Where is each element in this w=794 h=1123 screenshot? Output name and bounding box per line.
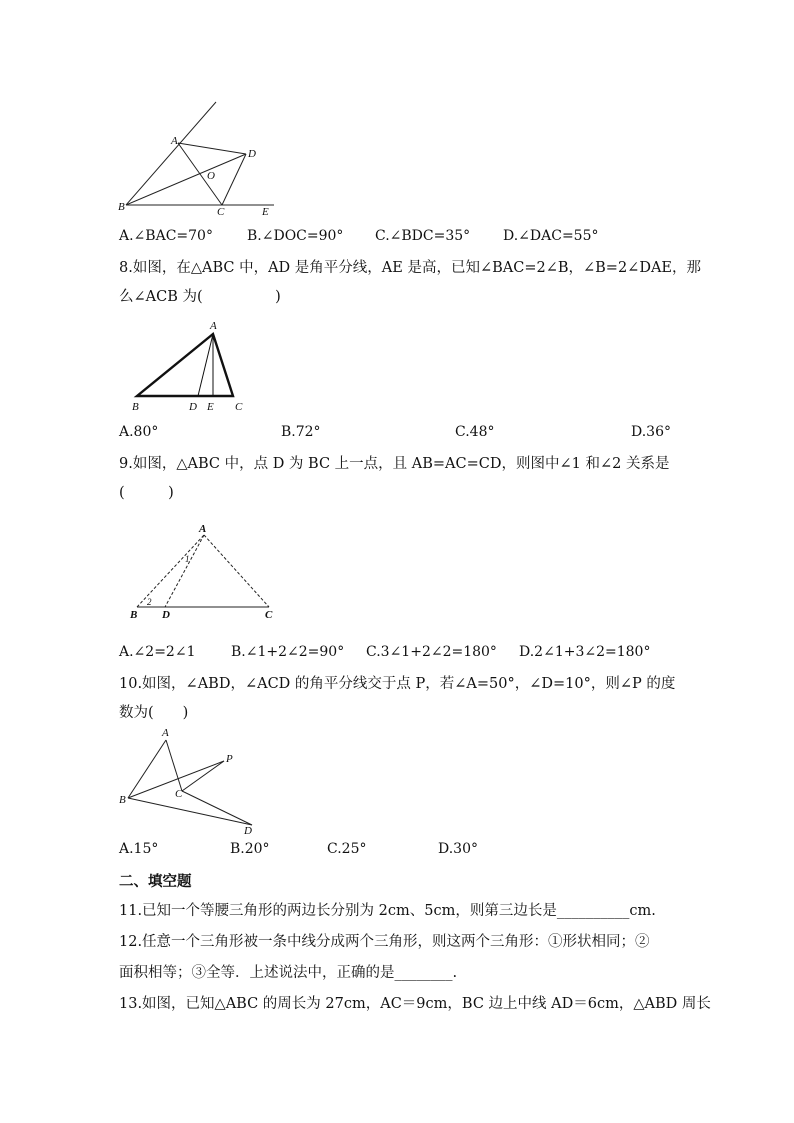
q10-stem-line2: 数为( ) [119,705,189,721]
q12-stem-line1: 12.任意一个三角形被一条中线分成两个三角形，则这两个三角形：①形状相同；② [119,934,650,950]
q7-option-b[interactable]: B.∠DOC=90° [247,228,344,244]
segment-cd [182,791,252,825]
label-a: A [171,135,178,147]
q7-figure [116,98,296,220]
q8-stem-line2: 么∠ACB 为( ) [119,289,281,305]
label-angle-1: 1 [185,554,190,564]
q9-option-a[interactable]: A.∠2=2∠1 [119,644,196,660]
label-d: D [248,148,256,160]
q9-option-d[interactable]: D.2∠1+3∠2=180° [519,644,651,660]
q12-stem-line2: 面积相等；③全等．上述说法中，正确的是________. [119,965,458,981]
q9-stem-line2: ( ) [119,485,174,501]
q10-stem-line1: 10.如图，∠ABD，∠ACD 的角平分线交于点 P，若∠A=50°，∠D=10°，则∠P 的度 [119,676,676,692]
q8-stem-line1: 8.如图，在△ABC 中，AD 是角平分线，AE 是高，已知∠BAC=2∠B，∠B=2∠DAE，那 [119,260,702,276]
label-b: B [118,201,125,213]
q10-figure [116,726,256,838]
segment-cp [182,761,224,791]
label-c: C [175,788,183,800]
q9-figure [125,520,285,624]
label-d: D [189,401,197,413]
label-a: A [210,320,217,332]
q8-option-b[interactable]: B.72° [281,424,321,440]
label-a: A [199,523,207,535]
label-c: C [265,609,273,621]
q7-option-d[interactable]: D.∠DAC=55° [503,228,599,244]
q9-option-c[interactable]: C.3∠1+2∠2=180° [366,644,497,660]
segment-ac [166,740,182,791]
section-heading-fill-in: 二、填空题 [119,874,192,890]
label-e: E [207,401,214,413]
segment-bd [126,154,246,205]
q10-option-a[interactable]: A.15° [119,841,159,857]
segment-ad [178,143,246,154]
label-a: A [162,727,169,739]
q9-diagram [125,520,285,624]
segment-bd [128,798,252,825]
q11-stem: 11.已知一个等腰三角形的两边长分别为 2cm、5cm，则第三边长是__________cm. [119,903,656,919]
segment-dc [222,154,246,205]
q13-stem-line1: 13.如图，已知△ABC 的周长为 27cm，AC＝9cm，BC 边上中线 AD＝6cm，△ABD 周长 [119,996,711,1012]
q10-option-c[interactable]: C.25° [327,841,367,857]
label-o: O [207,170,215,182]
q8-option-a[interactable]: A.80° [119,424,159,440]
label-d: D [162,609,170,621]
q8-diagram [127,317,257,417]
label-b: B [132,401,139,413]
label-p: P [226,753,233,765]
q10-option-b[interactable]: B.20° [230,841,270,857]
q8-option-d[interactable]: D.36° [631,424,671,440]
q9-stem-line1: 9.如图，△ABC 中，点 D 为 BC 上一点，且 AB=AC=CD，则图中∠1 和∠2 关系是 [119,456,670,472]
segment-ad [165,535,204,607]
q7-option-c[interactable]: C.∠BDC=35° [375,228,471,244]
q9-option-b[interactable]: B.∠1+2∠2=90° [231,644,345,660]
label-angle-2: 2 [147,597,152,607]
q8-option-c[interactable]: C.48° [455,424,495,440]
q8-figure [127,317,257,417]
label-b: B [130,609,138,621]
q7-diagram [116,98,296,220]
q10-option-d[interactable]: D.30° [438,841,478,857]
label-d: D [244,825,252,837]
segment-ba [128,740,166,798]
line-ba-extended [126,102,216,205]
segment-ac [204,535,269,607]
label-b: B [119,794,126,806]
label-c: C [217,206,225,218]
label-e: E [262,206,269,218]
triangle-abc [137,334,233,396]
q10-diagram [116,726,256,838]
q7-option-a[interactable]: A.∠BAC=70° [119,228,213,244]
label-c: C [235,401,243,413]
